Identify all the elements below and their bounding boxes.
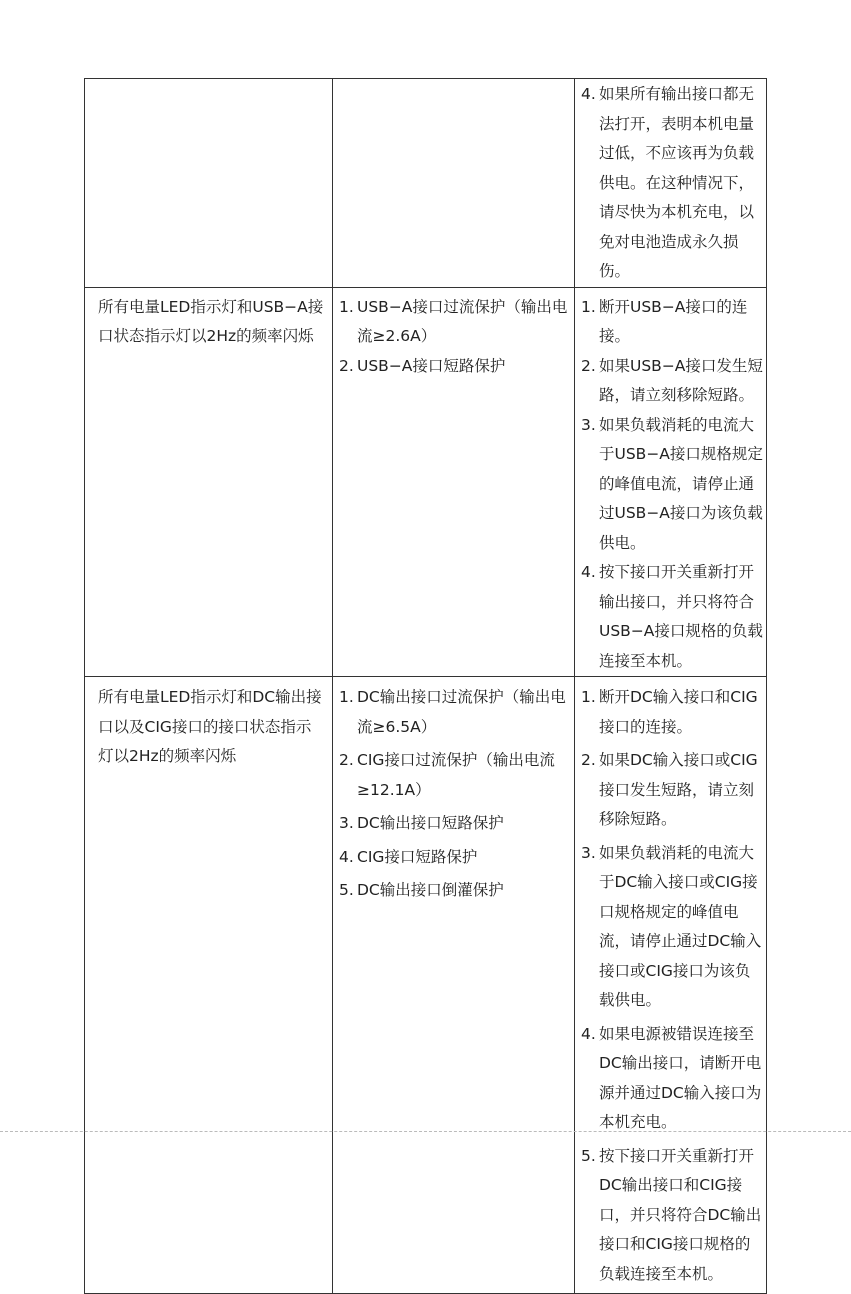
solution-cell [575, 287, 767, 677]
list-item [581, 352, 765, 411]
status-cell [85, 79, 333, 288]
list-item [581, 1142, 765, 1290]
status-cell [85, 677, 333, 1294]
troubleshooting-table [84, 78, 767, 1294]
list-item [581, 411, 765, 559]
item-number: 1. [339, 688, 354, 706]
page-edge-divider [0, 1131, 851, 1132]
solution-list [581, 293, 765, 677]
item-number: 3. [581, 415, 596, 434]
table-row [85, 79, 767, 288]
item-number: 2. [581, 356, 596, 375]
item-text: 如果电源被错误连接至DC输出接口，请断开电源并通过DC输入接口为本机充电。 [599, 1024, 762, 1131]
list-item [339, 352, 568, 382]
item-text: 如果USB−A接口发生短路，请立刻移除短路。 [599, 356, 763, 404]
list-item [339, 293, 568, 352]
table-row [85, 677, 767, 1294]
item-text: USB−A接口短路保护 [357, 356, 506, 375]
item-text: 按下接口开关重新打开DC输出接口和CIG接口，并只将符合DC输出接口和CIG接口规格的负载连接至本机。 [599, 1146, 762, 1283]
solution-cell [575, 79, 767, 288]
list-item [581, 558, 765, 676]
list-item [581, 80, 765, 287]
item-text: DC输出接口短路保护 [357, 814, 504, 832]
item-number: 4. [581, 563, 596, 581]
item-text: 如果DC输入接口或CIG接口发生短路，请立刻移除短路。 [599, 751, 758, 828]
item-number: 2. [581, 751, 596, 769]
item-text: CIG接口过流保护（输出电流≥12.1A） [357, 751, 555, 799]
item-number: 3. [581, 843, 596, 862]
item-text: 如果负载消耗的电流大于USB−A接口规格规定的峰值电流，请停止通过USB−A接口为该负载供电。 [599, 415, 763, 552]
list-item [581, 683, 765, 742]
item-number: 2. [339, 356, 354, 375]
status-text: 所有电量LED指示灯和USB−A接口状态指示灯以2Hz的频率闪烁 [98, 297, 324, 345]
solution-list [581, 683, 765, 1289]
list-item [581, 1020, 765, 1138]
solution-list [581, 80, 765, 287]
list-item [581, 293, 765, 352]
list-item [581, 746, 765, 835]
item-text: 如果负载消耗的电流大于DC输入接口或CIG接口规格规定的峰值电流，请停止通过DC输入接口或CIG接口为该负载供电。 [599, 843, 762, 1009]
item-text: DC输出接口倒灌保护 [357, 881, 504, 899]
list-item [339, 683, 568, 742]
item-text: 断开USB−A接口的连接。 [599, 297, 748, 345]
item-number: 4. [339, 847, 354, 866]
cause-cell [333, 287, 575, 677]
item-text: DC输出接口过流保护（输出电流≥6.5A） [357, 688, 566, 736]
list-item [339, 876, 568, 906]
table-row [85, 287, 767, 677]
item-text: USB−A接口过流保护（输出电流≥2.6A） [357, 297, 568, 345]
item-number: 1. [581, 688, 596, 706]
item-number: 1. [581, 297, 596, 316]
status-cell [85, 287, 333, 677]
list-item [581, 839, 765, 1016]
cause-cell [333, 79, 575, 288]
cause-list [339, 683, 568, 906]
list-item [339, 746, 568, 805]
item-text: CIG接口短路保护 [357, 847, 478, 866]
item-text: 断开DC输入接口和CIG接口的连接。 [599, 688, 758, 736]
item-number: 5. [581, 1146, 596, 1165]
cause-cell [333, 677, 575, 1294]
item-number: 4. [581, 85, 596, 103]
solution-cell [575, 677, 767, 1294]
list-item [339, 843, 568, 873]
item-text: 如果所有输出接口都无法打开，表明本机电量过低，不应该再为负载供电。在这种情况下，请尽快为本机充电，以免对电池造成永久损伤。 [599, 85, 755, 280]
item-number: 2. [339, 751, 354, 769]
cause-list [339, 293, 568, 382]
list-item [339, 809, 568, 839]
item-number: 3. [339, 814, 354, 832]
item-number: 1. [339, 297, 354, 316]
item-text: 按下接口开关重新打开输出接口，并只将符合USB−A接口规格的负载连接至本机。 [599, 563, 763, 670]
item-number: 4. [581, 1024, 596, 1043]
item-number: 5. [339, 881, 354, 899]
status-text: 所有电量LED指示灯和DC输出接口以及CIG接口的接口状态指示灯以2Hz的频率闪烁 [98, 688, 322, 765]
